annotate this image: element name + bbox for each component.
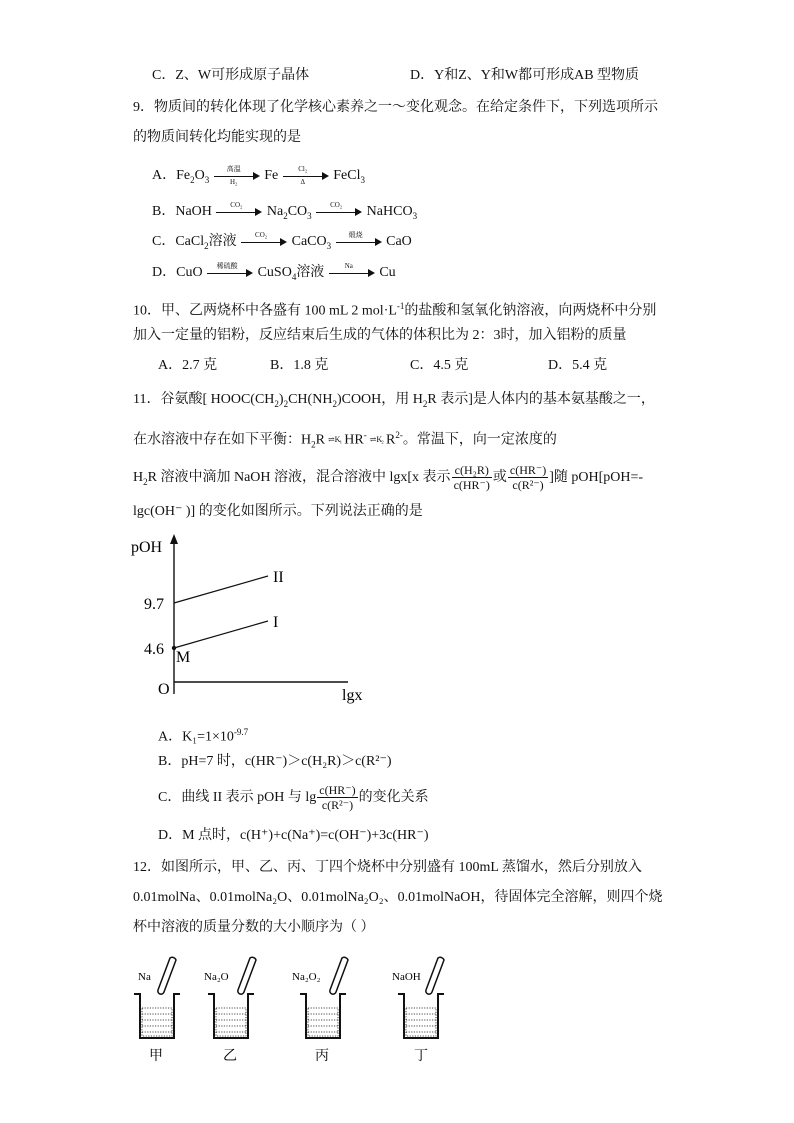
- q11-stem-line1: 11．谷氨酸[ $HOOC(CH_2)_2CH(NH_2)COOH$，用 $H_2R$ 表示]是人体内的基本氨基酸之一，: [133, 392, 655, 409]
- origin-label: O: [158, 681, 170, 698]
- reaction-arrow: 高温 H₂: [214, 169, 260, 183]
- reaction-arrow: CO₂: [216, 205, 262, 219]
- spatula-icon: [330, 957, 348, 994]
- poh-lgx-chart: [128, 532, 378, 708]
- point-m-label: M: [176, 649, 191, 666]
- q9-stem-line2: 的物质间转化均能实现的是: [133, 130, 301, 145]
- reaction-arrow: Na: [329, 266, 375, 280]
- q12-stem-line3: 杯中溶液的质量分数的大小顺序为（ ）: [133, 920, 375, 935]
- reaction-arrow: $\frac{\text{Cl₂}}{\Delta}$: [283, 169, 329, 183]
- beaker-icon: [130, 950, 190, 1065]
- y-axis-label: pOH: [131, 539, 163, 556]
- q10-option-c: C．4.5 克: [410, 358, 469, 373]
- fraction-h2r-hr: $\frac{\text{c(H₂R)}}{c(HR^-)}$: [453, 463, 490, 493]
- beaker-label: 丙: [315, 1049, 329, 1064]
- q12-stem-line1: 12．如图所示，甲、乙、丙、丁四个烧杯中分别盛有 100mL 蒸馏水，然后分别放入: [133, 860, 642, 875]
- reaction-arrow: CO₂: [241, 235, 287, 249]
- ytick-9-7: 9.7: [144, 596, 164, 613]
- beaker-reagent-label: Na₂O: [204, 971, 229, 983]
- beaker-icon: [390, 950, 456, 1065]
- fraction-hr-r: $\frac{c(HR^-)}{\text{c(R²⁻)}}$: [319, 783, 356, 813]
- spatula-icon: [158, 957, 176, 994]
- beaker-label: 甲: [149, 1049, 163, 1064]
- beaker-yi: [204, 950, 264, 1070]
- beaker-label: 乙: [223, 1049, 237, 1064]
- beaker-outline: [300, 994, 346, 1038]
- q8-option-d: D．Y和Z、Y和W都可形成AB 型物质: [410, 68, 640, 83]
- beaker-outline: [208, 994, 254, 1038]
- q11-option-a: A．$K_1=1\times 10^{-9.7}$: [158, 727, 249, 745]
- beaker-reagent-label: Na₂O₂: [292, 971, 321, 983]
- equilibrium-arrow-1: ⇌ K₁: [327, 435, 342, 445]
- q10-option-b: B．1.8 克: [270, 358, 329, 373]
- q9-option-b: B．NaOH CO₂ $Na_2CO_3$ CO₂ NaHCO$_3$: [152, 200, 418, 221]
- q9-stem-line1: 9．物质间的转化体现了化学核心素养之一～变化观念。在给定条件下，下列选项所示: [133, 100, 658, 115]
- beaker-ding: [390, 950, 456, 1070]
- reaction-arrow: 煅烧: [336, 235, 382, 249]
- curve-i-label: I: [273, 614, 279, 631]
- curve-ii: [174, 576, 268, 603]
- beaker-outline: [398, 994, 444, 1038]
- q12-stem-line2: 0.01molNa、0.01molNa₂O、0.01molNa₂O₂、0.01molNaOH，待固体完全溶解，则四个烧: [133, 890, 663, 905]
- q11-stem-line2: 在水溶液中存在如下平衡：$H_2R$ ⇌ K₁ HR- ⇌ K₂ $R^{2-}$。常温下，向一定浓度的: [133, 430, 557, 450]
- x-axis-label: lgx: [342, 687, 363, 704]
- y-axis-arrowhead: [170, 534, 178, 544]
- q9-option-d: D．CuO 稀硫酸 CuSO$_4$溶液 Na Cu: [152, 261, 396, 282]
- beaker-reagent-label: Na: [138, 971, 151, 983]
- ytick-4-6: 4.6: [144, 641, 164, 658]
- q8-option-c: C．Z、W可形成原子晶体: [152, 68, 310, 83]
- q11-stem-line3: $H_2R$ 溶液中滴加 NaOH 溶液，混合溶液中 lgx[x 表示 $\frac{\text{c(H₂R)}}{c(HR^-)}$ 或 $\frac{c(HR^-)}{\text{c(R²⁻)}}$ ]随 pOH[pOH=-: [133, 463, 644, 493]
- q11-option-b: B．pH=7 时，c(HR⁻)＞c(H₂R)＞c(R²⁻): [158, 754, 392, 769]
- q11-stem-line4: lgc(OH⁻ )] 的变化如图所示。下列说法正确的是: [133, 504, 423, 519]
- reaction-arrow: CO₂: [316, 205, 362, 219]
- spatula-icon: [426, 957, 444, 994]
- fraction-hr-r: $\frac{c(HR^-)}{\text{c(R²⁻)}}$: [509, 463, 547, 493]
- reaction-arrow: 稀硫酸: [207, 266, 253, 280]
- equilibrium-arrow-2: ⇌ K₂: [369, 435, 383, 445]
- spatula-icon: [238, 957, 256, 994]
- curve-i: [174, 621, 268, 648]
- beaker-jia: [130, 950, 190, 1070]
- beaker-icon: [204, 950, 264, 1065]
- q10-option-a: A．2.7 克: [158, 358, 218, 373]
- q10-stem-line2: 加入一定量的铝粉，反应结束后生成的气体的体积比为 2：3时，加入铝粉的质量: [133, 328, 627, 343]
- q11-option-c: C．曲线 II 表示 pOH 与 lg $\frac{c(HR^-)}{\text{c(R²⁻)}}$ 的变化关系: [158, 783, 429, 813]
- beaker-outline: [134, 994, 180, 1038]
- q11-option-d: D．M 点时，c(H⁺)+c(Na⁺)=c(OH⁻)+3c(HR⁻): [158, 828, 429, 843]
- beaker-label: 丁: [414, 1049, 428, 1064]
- q10-stem-line1: 10．甲、乙两烧杯中各盛有 100 mL 2 $mol\cdot L^{-1}$的盐酸和氢氧化钠溶液，向两烧杯中分别: [133, 301, 657, 319]
- q10-option-d: D．5.4 克: [548, 358, 608, 373]
- q9-option-a: A．$Fe_2O_3$ 高温 H₂ Fe $\frac{\text{Cl₂}}{\Delta}$ FeCl$_3$: [152, 164, 365, 186]
- beaker-icon: [292, 950, 358, 1065]
- q9-option-c: C．CaCl$_2$溶液 CO₂ CaCO$_3$ 煅烧 CaO: [152, 230, 412, 251]
- curve-ii-label: II: [273, 569, 284, 586]
- beaker-bing: [292, 950, 358, 1070]
- beaker-reagent-label: NaOH: [392, 971, 421, 983]
